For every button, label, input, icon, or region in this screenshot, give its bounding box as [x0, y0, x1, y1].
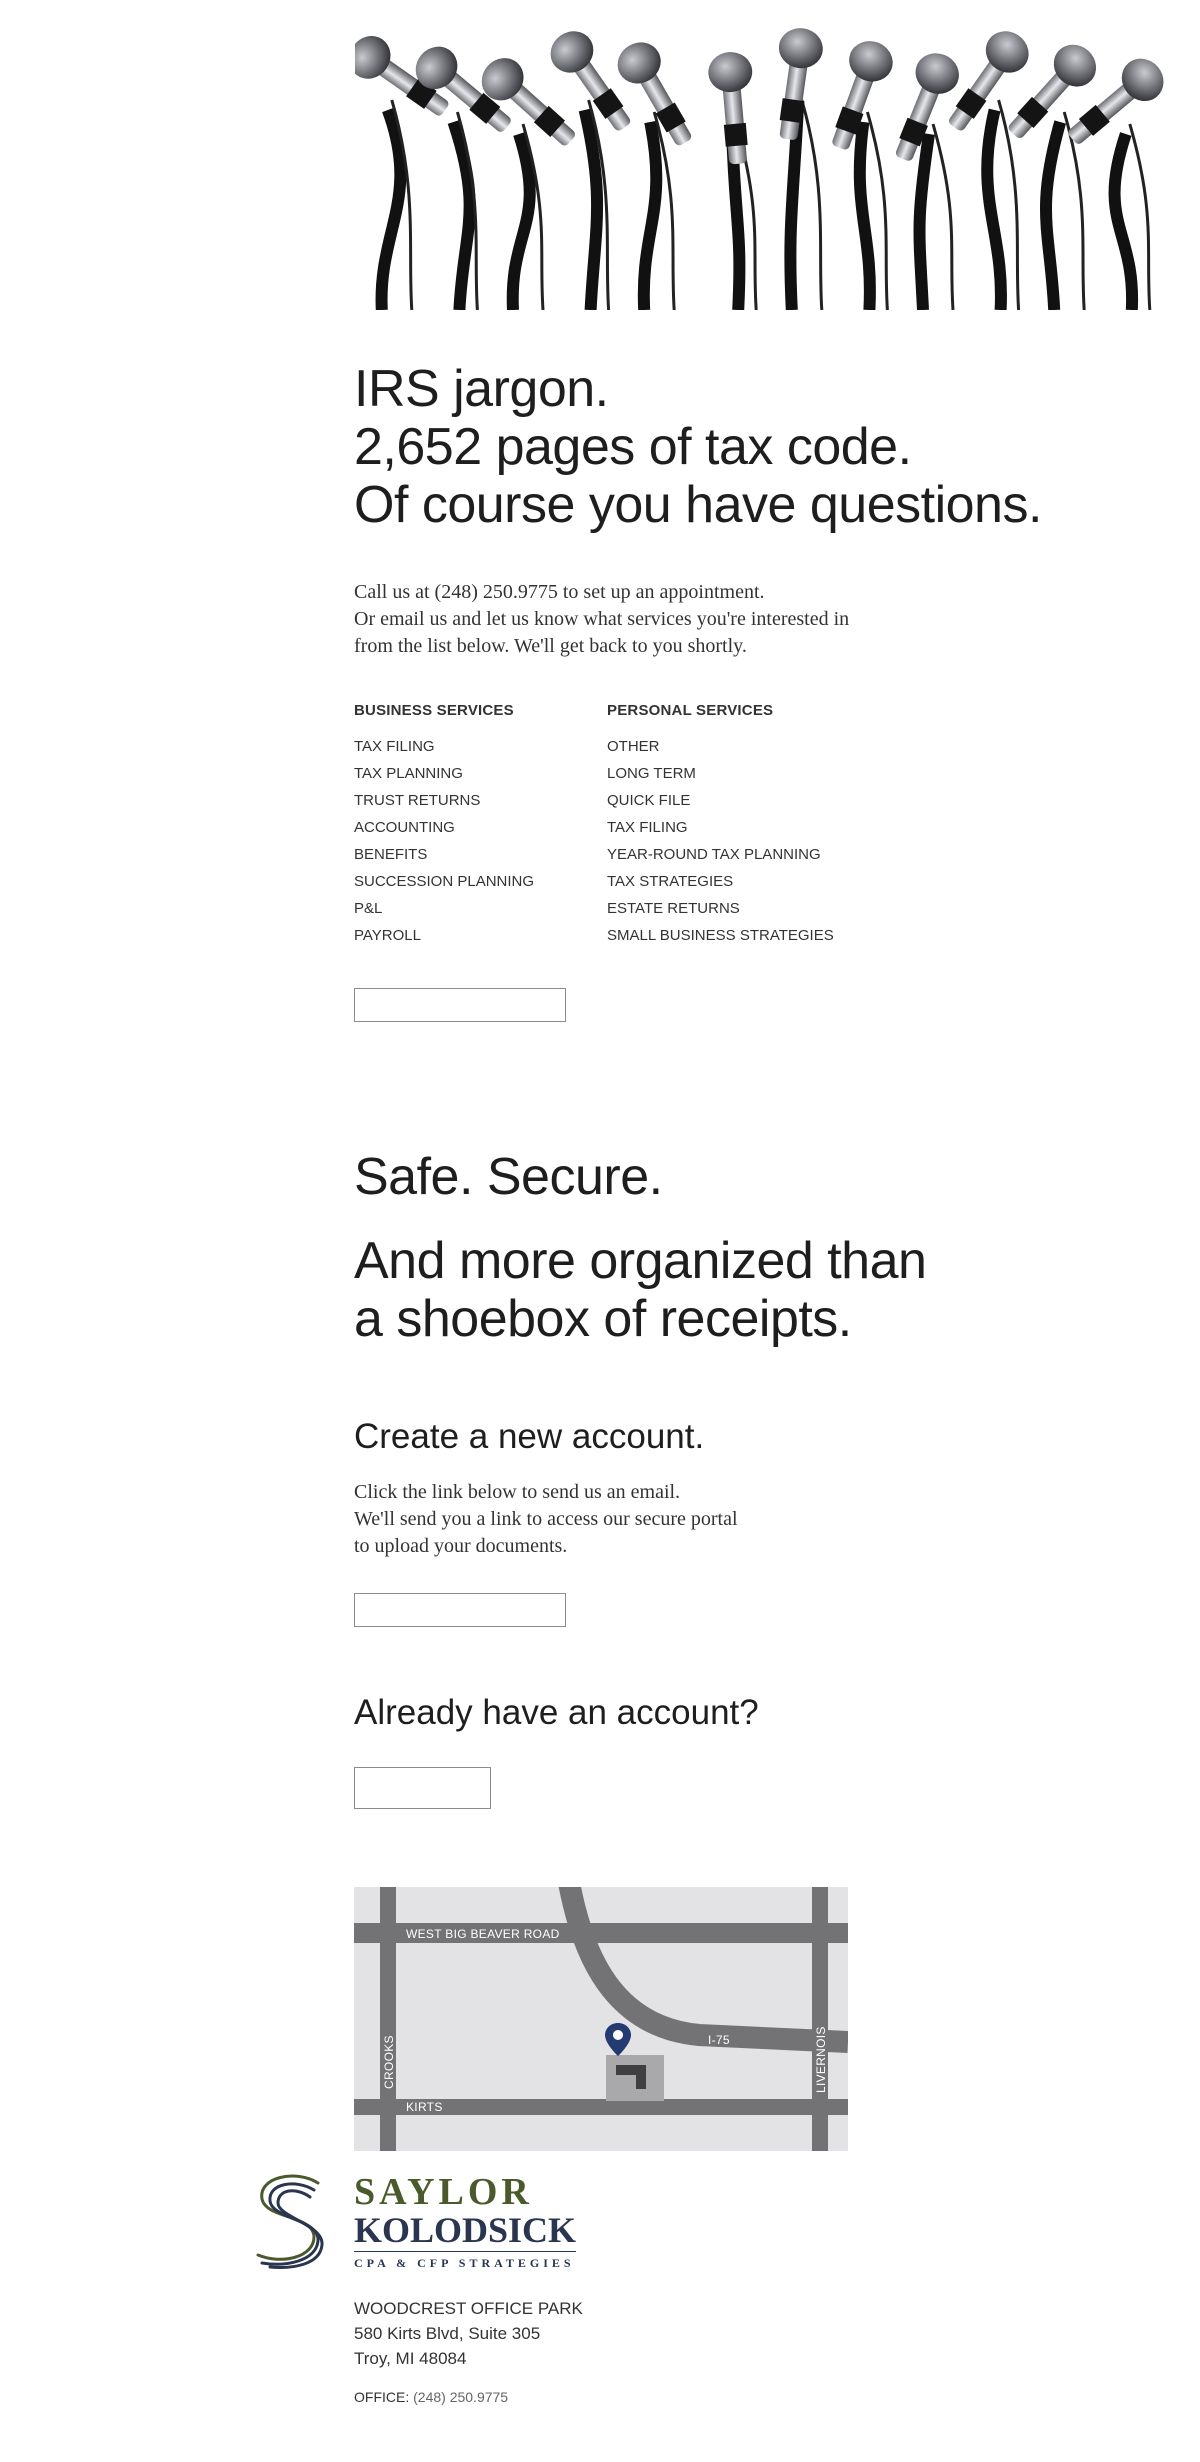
company-logo-wordmark	[354, 2173, 576, 2274]
saylor-kolodsick-s-logo-icon	[252, 2173, 326, 2269]
microphone	[610, 35, 704, 310]
microphone	[473, 50, 586, 310]
label-crooks: CROOKS	[382, 2035, 396, 2089]
create-account-body	[354, 1479, 974, 1560]
business-item[interactable]: P&L	[354, 900, 383, 917]
business-item[interactable]: TAX FILING	[354, 738, 435, 755]
business-item[interactable]: ACCOUNTING	[354, 819, 455, 836]
office-phone-line	[354, 2389, 508, 2405]
secure-subheadline-line-2: a shoebox of receipts.	[354, 1290, 852, 1348]
send-email-button[interactable]	[354, 988, 566, 1022]
login-button[interactable]	[354, 1767, 491, 1809]
personal-item[interactable]: SMALL BUSINESS STRATEGIES	[607, 927, 834, 944]
address-line-1: WOODCREST OFFICE PARK	[354, 2299, 583, 2318]
secure-headline: Safe. Secure.	[354, 1148, 663, 1206]
personal-item[interactable]: OTHER	[607, 738, 660, 755]
create-account-line-1: Click the link below to send us an email.	[354, 1481, 681, 1503]
secure-subheadline-line-1: And more organized than	[354, 1232, 927, 1290]
headline-line-1: IRS jargon.	[354, 360, 609, 418]
intro-body-line-1: Call us at (248) 250.9775 to set up an appointment.	[354, 581, 765, 603]
headline-line-2: 2,652 pages of tax code.	[354, 418, 912, 476]
personal-item[interactable]: TAX STRATEGIES	[607, 873, 734, 890]
microphone	[819, 35, 899, 310]
microphone	[882, 47, 965, 310]
personal-services-heading: PERSONAL SERVICES	[607, 702, 774, 719]
business-item[interactable]: TAX PLANNING	[354, 765, 463, 782]
label-i75: I-75	[708, 2033, 730, 2047]
create-account-line-2: We'll send you a link to access our secure portal	[354, 1508, 738, 1530]
create-account-button[interactable]	[354, 1593, 566, 1627]
logo-kolodsick: KOLODSICK	[354, 2210, 577, 2250]
create-account-heading: Create a new account.	[354, 1417, 705, 1456]
business-item[interactable]: SUCCESSION PLANNING	[354, 873, 535, 890]
secure-subheadline	[354, 1232, 1114, 1348]
existing-account-heading: Already have an account?	[354, 1693, 759, 1732]
label-livernois: LIVERNOIS	[814, 2026, 828, 2093]
personal-item[interactable]: QUICK FILE	[607, 792, 691, 809]
headline-line-3: Of course you have questions.	[354, 476, 1042, 534]
logo-tagline: CPA & CFP STRATEGIES	[354, 2256, 575, 2270]
office-building-block	[606, 2055, 664, 2101]
logo-saylor: SAYLOR	[354, 2171, 533, 2213]
intro-body-line-2: Or email us and let us know what services you're interested in	[354, 608, 850, 630]
microphone	[766, 25, 825, 310]
hero-microphones-image	[355, 0, 1175, 310]
location-map[interactable]	[354, 1887, 848, 2151]
intro-headline	[354, 360, 1114, 534]
personal-item[interactable]: TAX FILING	[607, 819, 688, 836]
business-services-heading: BUSINESS SERVICES	[354, 702, 514, 719]
personal-item[interactable]: ESTATE RETURNS	[607, 900, 740, 917]
business-services-list	[354, 702, 604, 949]
microphone	[707, 50, 761, 310]
intro-body-line-3: from the list below. We'll get back to you shortly.	[354, 635, 747, 657]
microphone	[1058, 50, 1172, 310]
office-address	[354, 2296, 583, 2371]
intro-body	[354, 579, 974, 660]
address-line-2: 580 Kirts Blvd, Suite 305	[354, 2324, 541, 2343]
label-kirts: KIRTS	[406, 2100, 443, 2114]
personal-item[interactable]: YEAR-ROUND TAX PLANNING	[607, 846, 821, 863]
business-item[interactable]: PAYROLL	[354, 927, 421, 944]
create-account-line-3: to upload your documents.	[354, 1535, 568, 1557]
personal-item[interactable]: LONG TERM	[607, 765, 696, 782]
business-item[interactable]: BENEFITS	[354, 846, 428, 863]
location-pin-icon	[605, 2023, 631, 2056]
address-line-3: Troy, MI 48084	[354, 2349, 467, 2368]
office-phone-link[interactable]: (248) 250.9775	[413, 2389, 509, 2405]
office-label: OFFICE:	[354, 2389, 410, 2405]
personal-services-list	[607, 702, 907, 949]
label-west-big-beaver: WEST BIG BEAVER ROAD	[406, 1927, 560, 1941]
road-i75	[568, 1887, 848, 2042]
business-item[interactable]: TRUST RETURNS	[354, 792, 481, 809]
